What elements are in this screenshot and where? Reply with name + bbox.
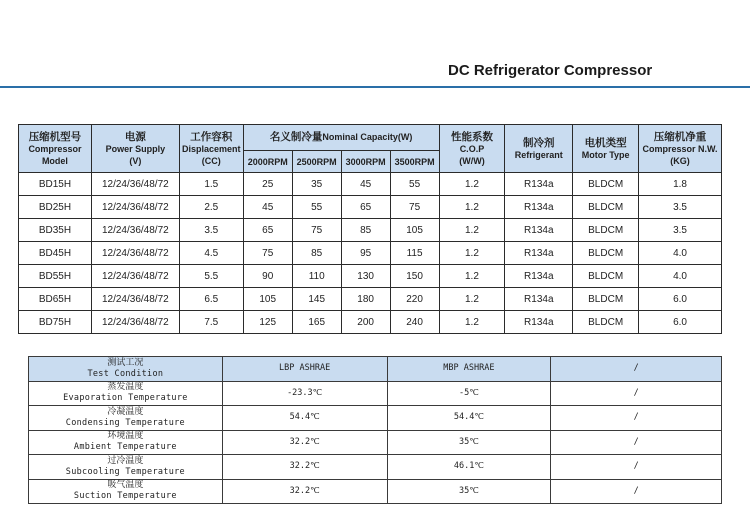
table-row xyxy=(29,381,722,406)
cell-motor: BLDCM xyxy=(573,219,639,242)
cell-displacement: 2.5 xyxy=(179,196,243,219)
cell-capacity-2500: 55 xyxy=(292,196,341,219)
cell-displacement: 7.5 xyxy=(179,311,243,334)
cell-net-weight: 6.0 xyxy=(639,288,722,311)
cell-capacity-3500: 150 xyxy=(390,265,439,288)
cell-motor: BLDCM xyxy=(573,196,639,219)
cell-lbp: 32.2℃ xyxy=(222,430,387,455)
cell-model: BD35H xyxy=(19,219,92,242)
spec-table xyxy=(18,124,722,334)
cell-capacity-3000: 130 xyxy=(341,265,390,288)
cell-capacity-2500: 145 xyxy=(292,288,341,311)
table-row xyxy=(29,455,722,480)
cell-net-weight: 6.0 xyxy=(639,311,722,334)
cell-displacement: 4.5 xyxy=(179,242,243,265)
cell-displacement: 6.5 xyxy=(179,288,243,311)
cell-capacity-2000: 90 xyxy=(243,265,292,288)
cell-net-weight: 4.0 xyxy=(639,242,722,265)
cell-other: / xyxy=(551,381,722,406)
cell-refrigerant: R134a xyxy=(505,196,573,219)
cell-mbp: -5℃ xyxy=(387,381,551,406)
cell-capacity-3500: 105 xyxy=(390,219,439,242)
table-row xyxy=(29,479,722,504)
cell-refrigerant: R134a xyxy=(505,242,573,265)
cell-capacity-3000: 180 xyxy=(341,288,390,311)
cell-cop: 1.2 xyxy=(439,242,505,265)
cell-cop: 1.2 xyxy=(439,265,505,288)
cell-motor: BLDCM xyxy=(573,288,639,311)
cell-other: / xyxy=(551,406,722,431)
condition-label: 过冷温度 Subcooling Temperature xyxy=(29,455,223,480)
cell-mbp: 46.1℃ xyxy=(387,455,551,480)
cell-model: BD55H xyxy=(19,265,92,288)
header-refrigerant: 制冷剂 Refrigerant xyxy=(505,125,573,173)
cell-refrigerant: R134a xyxy=(505,311,573,334)
table-row xyxy=(19,196,722,219)
table-row xyxy=(19,311,722,334)
table-row xyxy=(19,219,722,242)
page-title: DC Refrigerator Compressor xyxy=(448,62,653,79)
cell-capacity-2500: 85 xyxy=(292,242,341,265)
cell-capacity-3000: 200 xyxy=(341,311,390,334)
cell-capacity-2500: 35 xyxy=(292,173,341,196)
cell-cop: 1.2 xyxy=(439,173,505,196)
cell-cop: 1.2 xyxy=(439,311,505,334)
cell-motor: BLDCM xyxy=(573,311,639,334)
table-row xyxy=(29,430,722,455)
cell-lbp: 54.4℃ xyxy=(222,406,387,431)
cell-lbp: 32.2℃ xyxy=(222,479,387,504)
test-condition-table xyxy=(28,356,722,504)
cell-capacity-2000: 125 xyxy=(243,311,292,334)
cell-model: BD65H xyxy=(19,288,92,311)
cell-capacity-2500: 75 xyxy=(292,219,341,242)
cell-capacity-3500: 220 xyxy=(390,288,439,311)
header-displacement: 工作容积 Displacement (CC) xyxy=(179,125,243,173)
test-header-row xyxy=(29,357,722,382)
cell-capacity-2500: 165 xyxy=(292,311,341,334)
cell-cop: 1.2 xyxy=(439,219,505,242)
header-model: 压缩机型号 Compressor Model xyxy=(19,125,92,173)
cell-capacity-2000: 75 xyxy=(243,242,292,265)
cell-power: 12/24/36/48/72 xyxy=(91,242,179,265)
cell-power: 12/24/36/48/72 xyxy=(91,173,179,196)
cell-refrigerant: R134a xyxy=(505,288,573,311)
cell-mbp: 35℃ xyxy=(387,479,551,504)
cell-motor: BLDCM xyxy=(573,242,639,265)
header-power: 电源 Power Supply (V) xyxy=(91,125,179,173)
cell-power: 12/24/36/48/72 xyxy=(91,219,179,242)
table-row xyxy=(19,288,722,311)
cell-model: BD25H xyxy=(19,196,92,219)
cell-capacity-3000: 85 xyxy=(341,219,390,242)
header-rpm-2500: 2500RPM xyxy=(292,151,341,173)
table-row xyxy=(19,265,722,288)
cell-capacity-3000: 95 xyxy=(341,242,390,265)
cell-power: 12/24/36/48/72 xyxy=(91,265,179,288)
test-header-other: / xyxy=(551,357,722,382)
header-rpm-3500: 3500RPM xyxy=(390,151,439,173)
cell-model: BD75H xyxy=(19,311,92,334)
condition-label: 蒸发温度 Evaporation Temperature xyxy=(29,381,223,406)
cell-displacement: 5.5 xyxy=(179,265,243,288)
header-capacity: 名义制冷量Nominal Capacity(W) xyxy=(243,125,439,151)
cell-net-weight: 4.0 xyxy=(639,265,722,288)
cell-net-weight: 1.8 xyxy=(639,173,722,196)
cell-other: / xyxy=(551,430,722,455)
cell-other: / xyxy=(551,455,722,480)
cell-motor: BLDCM xyxy=(573,173,639,196)
test-header-lbp: LBP ASHRAE xyxy=(222,357,387,382)
cell-other: / xyxy=(551,479,722,504)
cell-lbp: -23.3℃ xyxy=(222,381,387,406)
header-motor: 电机类型 Motor Type xyxy=(573,125,639,173)
cell-model: BD45H xyxy=(19,242,92,265)
cell-model: BD15H xyxy=(19,173,92,196)
table-row xyxy=(19,173,722,196)
condition-label: 环境温度 Ambient Temperature xyxy=(29,430,223,455)
cell-net-weight: 3.5 xyxy=(639,219,722,242)
table-row xyxy=(29,406,722,431)
cell-mbp: 54.4℃ xyxy=(387,406,551,431)
cell-cop: 1.2 xyxy=(439,288,505,311)
cell-capacity-3000: 45 xyxy=(341,173,390,196)
title-divider xyxy=(0,86,750,88)
header-net-weight: 压缩机净重 Compressor N.W. (KG) xyxy=(639,125,722,173)
cell-mbp: 35℃ xyxy=(387,430,551,455)
condition-label: 吸气温度 Suction Temperature xyxy=(29,479,223,504)
cell-capacity-2000: 25 xyxy=(243,173,292,196)
cell-displacement: 3.5 xyxy=(179,219,243,242)
condition-label: 冷凝温度 Condensing Temperature xyxy=(29,406,223,431)
cell-refrigerant: R134a xyxy=(505,265,573,288)
cell-motor: BLDCM xyxy=(573,265,639,288)
test-header-mbp: MBP ASHRAE xyxy=(387,357,551,382)
cell-capacity-2500: 110 xyxy=(292,265,341,288)
cell-capacity-3000: 65 xyxy=(341,196,390,219)
cell-displacement: 1.5 xyxy=(179,173,243,196)
cell-power: 12/24/36/48/72 xyxy=(91,196,179,219)
cell-capacity-3500: 55 xyxy=(390,173,439,196)
cell-capacity-2000: 45 xyxy=(243,196,292,219)
cell-refrigerant: R134a xyxy=(505,173,573,196)
cell-capacity-3500: 115 xyxy=(390,242,439,265)
cell-net-weight: 3.5 xyxy=(639,196,722,219)
cell-capacity-3500: 75 xyxy=(390,196,439,219)
cell-capacity-2000: 65 xyxy=(243,219,292,242)
header-cop: 性能系数 C.O.P (W/W) xyxy=(439,125,505,173)
header-rpm-3000: 3000RPM xyxy=(341,151,390,173)
cell-capacity-2000: 105 xyxy=(243,288,292,311)
cell-refrigerant: R134a xyxy=(505,219,573,242)
cell-power: 12/24/36/48/72 xyxy=(91,311,179,334)
cell-cop: 1.2 xyxy=(439,196,505,219)
test-header-label: 测试工况 Test Condition xyxy=(29,357,223,382)
table-row xyxy=(19,242,722,265)
header-rpm-2000: 2000RPM xyxy=(243,151,292,173)
cell-power: 12/24/36/48/72 xyxy=(91,288,179,311)
cell-lbp: 32.2℃ xyxy=(222,455,387,480)
cell-capacity-3500: 240 xyxy=(390,311,439,334)
